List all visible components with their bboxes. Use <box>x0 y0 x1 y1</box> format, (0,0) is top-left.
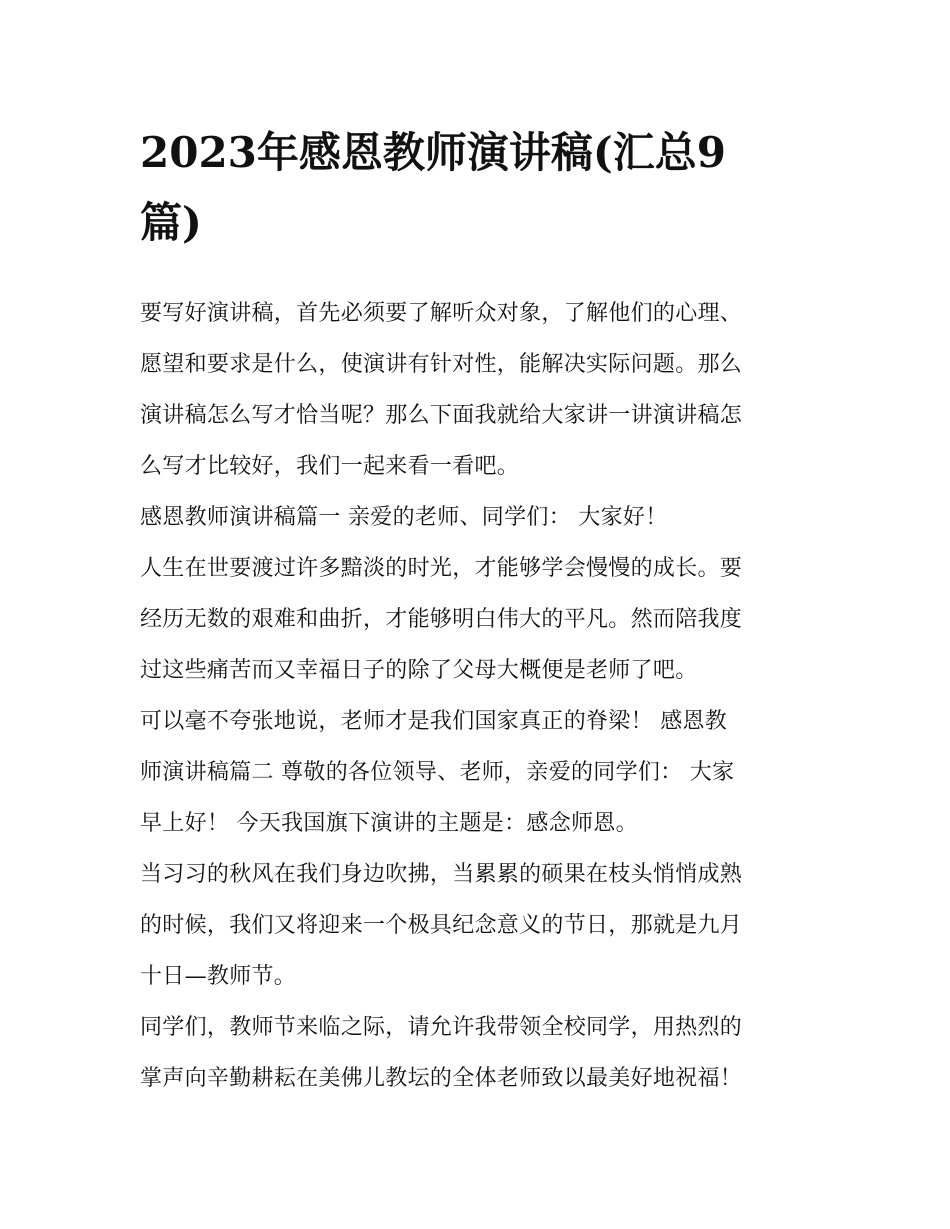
paragraph-blessing <box>140 1002 812 1104</box>
text-line: 感恩教师演讲稿篇一 亲爱的老师、同学们： 大家好！ <box>140 505 668 530</box>
text-line: 十日—教师节。 <box>140 964 297 989</box>
text-line: 师演讲稿篇二 尊敬的各位领导、老师，亲爱的同学们： 大家 <box>140 760 735 785</box>
text-line: 人生在世要渡过许多黯淡的时光，才能够学会慢慢的成长。要 <box>140 556 743 581</box>
text-line: 当习习的秋风在我们身边吹拂，当累累的硕果在枝头悄悄成熟 <box>140 862 743 887</box>
paragraph-speech-two <box>140 696 812 849</box>
text-line: 掌声向辛勤耕耘在美佛儿教坛的全体老师致以最美好地祝福！ <box>140 1066 743 1091</box>
document-title <box>140 118 812 258</box>
paragraph-autumn <box>140 849 812 1002</box>
text-line: 么写才比较好，我们一起来看一看吧。 <box>140 454 520 479</box>
document-body <box>140 288 812 1104</box>
paragraph-speech-one-heading <box>140 492 812 543</box>
document-page <box>140 118 812 1104</box>
text-line: 要写好演讲稿，首先必须要了解听众对象，了解他们的心理、 <box>140 301 743 326</box>
text-line: 可以毫不夸张地说，老师才是我们国家真正的脊梁！ 感恩教 <box>140 709 728 734</box>
text-line: 早上好！ 今天我国旗下演讲的主题是：感念师恩。 <box>140 811 638 836</box>
paragraph-intro <box>140 288 812 492</box>
text-line: 过这些痛苦而又幸福日子的除了父母大概便是老师了吧。 <box>140 658 698 683</box>
text-line: 愿望和要求是什么，使演讲有针对性，能解决实际问题。那么 <box>140 352 743 377</box>
paragraph-life-growth <box>140 543 812 696</box>
text-line: 同学们，教师节来临之际，请允许我带领全校同学，用热烈的 <box>140 1015 743 1040</box>
title-line-2: 篇) <box>140 198 202 247</box>
text-line: 经历无数的艰难和曲折，才能够明白伟大的平凡。然而陪我度 <box>140 607 743 632</box>
text-line: 演讲稿怎么写才恰当呢？那么下面我就给大家讲一讲演讲稿怎 <box>140 403 743 428</box>
title-line-1: 2023年感恩教师演讲稿(汇总9 <box>140 128 726 177</box>
text-line: 的时候，我们又将迎来一个极具纪念意义的节日，那就是九月 <box>140 913 743 938</box>
